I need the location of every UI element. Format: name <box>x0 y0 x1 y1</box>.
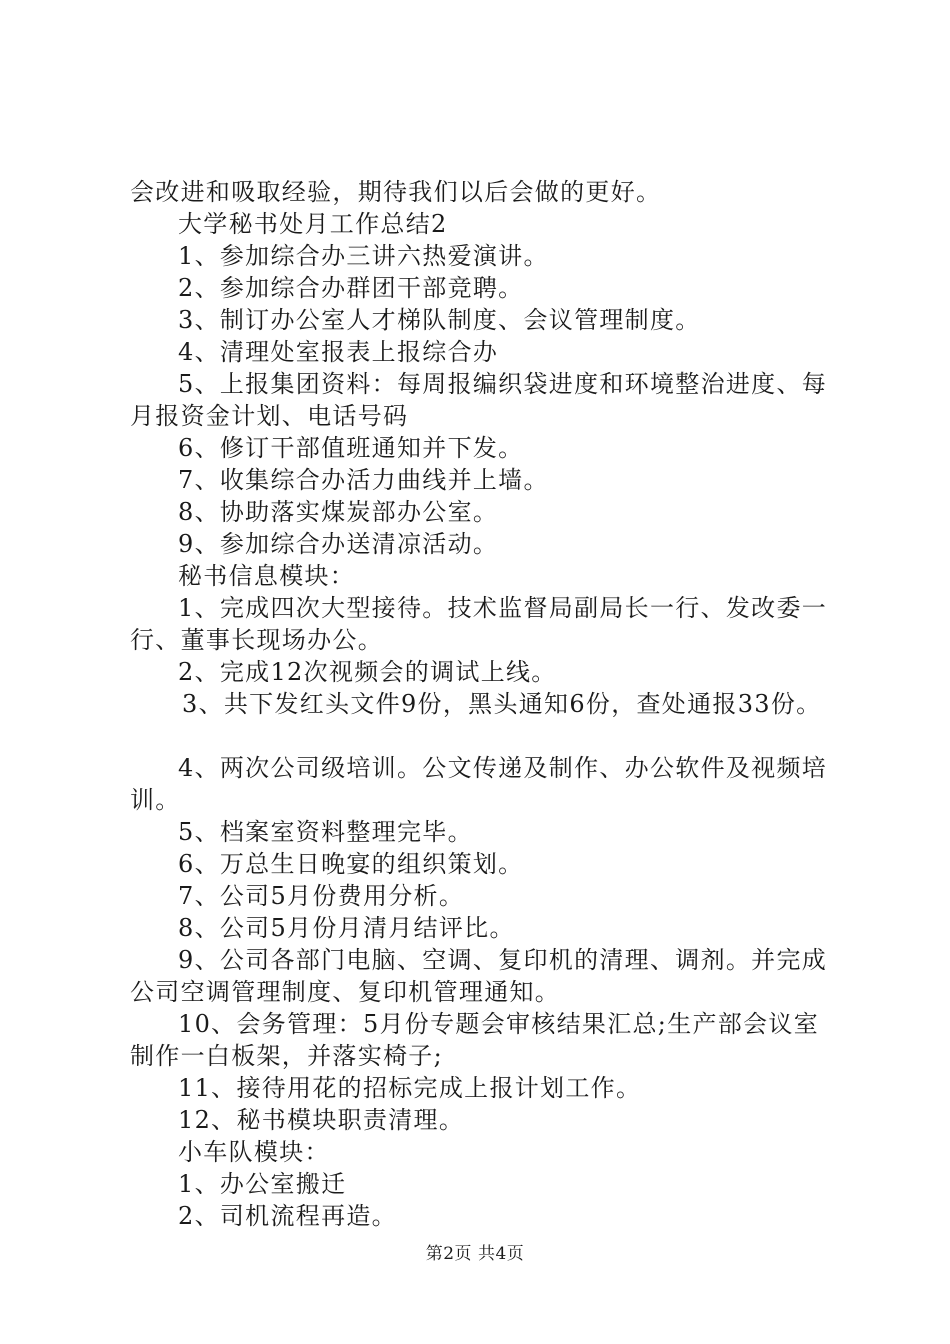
paragraph-line: 月报资金计划、电话号码 <box>130 402 409 430</box>
paragraph-line: 1、完成四次大型接待。技术监督局副局长一行、发改委一 <box>178 594 828 622</box>
paragraph-line: 训。 <box>130 786 181 814</box>
paragraph-line: 2、完成12次视频会的调试上线。 <box>178 658 557 686</box>
paragraph-line <box>130 720 850 752</box>
paragraph-line: 会改进和吸取经验，期待我们以后会做的更好。 <box>130 178 662 206</box>
paragraph-line: 1、参加综合办三讲六热爱演讲。 <box>178 242 549 270</box>
paragraph-line: 2、司机流程再造。 <box>178 1202 397 1230</box>
paragraph-line: 3、共下发红头文件9份，黑头通知6份，查处通报33份。 <box>182 690 822 718</box>
paragraph-line: 10、会务管理：5月份专题会审核结果汇总;生产部会议室 <box>178 1010 819 1038</box>
paragraph-line: 4、清理处室报表上报综合办 <box>178 338 499 366</box>
paragraph-line: 6、万总生日晚宴的组织策划。 <box>178 850 524 878</box>
paragraph-line: 小车队模块： <box>178 1138 330 1166</box>
paragraph-line: 8、公司5月份月清月结评比。 <box>178 914 515 942</box>
paragraph-line: 12、秘书模块职责清理。 <box>178 1106 465 1134</box>
paragraph-line: 5、档案室资料整理完毕。 <box>178 818 473 846</box>
paragraph-line: 7、收集综合办活力曲线并上墙。 <box>178 466 549 494</box>
paragraph-line: 8、协助落实煤炭部办公室。 <box>178 498 499 526</box>
paragraph-line: 7、公司5月份费用分析。 <box>178 882 465 910</box>
paragraph-line: 4、两次公司级培训。公文传递及制作、办公软件及视频培 <box>178 754 828 782</box>
paragraph-line: 11、接待用花的招标完成上报计划工作。 <box>178 1074 642 1102</box>
paragraph-line: 大学秘书处月工作总结2 <box>178 210 448 238</box>
paragraph-line: 3、制订办公室人才梯队制度、会议管理制度。 <box>178 306 701 334</box>
paragraph-line: 2、参加综合办群团干部竞聘。 <box>178 274 524 302</box>
paragraph-line: 9、公司各部门电脑、空调、复印机的清理、调剂。并完成 <box>178 946 828 974</box>
paragraph-line: 6、修订干部值班通知并下发。 <box>178 434 524 462</box>
paragraph-line: 5、上报集团资料：每周报编织袋进度和环境整治进度、每 <box>178 370 828 398</box>
paragraph-line: 行、董事长现场办公。 <box>130 626 383 654</box>
paragraph-line: 1、办公室搬迁 <box>178 1170 347 1198</box>
page-footer: 第2页 共4页 <box>425 1244 525 1264</box>
paragraph-line: 制作一白板架，并落实椅子; <box>130 1042 443 1070</box>
paragraph-line: 公司空调管理制度、复印机管理通知。 <box>130 978 561 1006</box>
paragraph-line: 9、参加综合办送清凉活动。 <box>178 530 499 558</box>
document-body <box>130 176 850 1232</box>
paragraph-line: 秘书信息模块： <box>178 562 356 590</box>
